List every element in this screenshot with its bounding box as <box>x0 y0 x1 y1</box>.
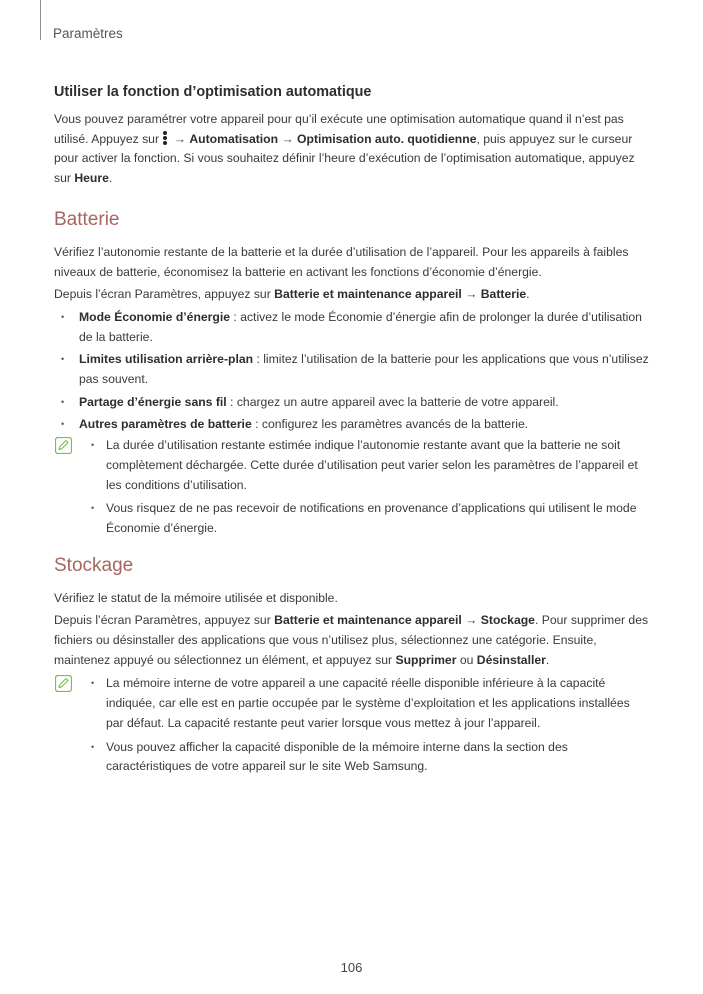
storage-intro: Vérifiez le statut de la mémoire utilisée et disponible. <box>54 590 338 605</box>
action-supprimer: Supprimer <box>395 652 457 667</box>
menu-path-battery: Batterie <box>480 287 527 302</box>
option-description: : configurez les paramètres avancés de la batterie. <box>251 417 529 432</box>
battery-path-paragraph <box>54 285 649 305</box>
page-number: 106 <box>340 960 363 975</box>
text-run: Depuis l’écran Paramètres, appuyez sur <box>54 613 275 628</box>
note-item: • Vous risquez de ne pas recevoir de notifications en provenance d’applications qui utilisent le mode Économie d’énergie. <box>106 499 649 538</box>
text-run: → <box>461 287 481 302</box>
menu-path-optimisation: Optimisation auto. quotidienne <box>297 131 477 146</box>
text-run: . <box>108 171 113 186</box>
battery-note <box>54 436 649 539</box>
text-run: → <box>170 131 190 146</box>
option-term: Mode Économie d’énergie <box>79 309 231 324</box>
menu-path-automatisation: Automatisation <box>189 131 279 146</box>
auto-optimization-heading: Utiliser la fonction d’optimisation automatique <box>54 84 372 100</box>
option-description: : limitez l’utilisation de la batterie pour les applications que vous n’utilisez pas souvent. <box>79 352 649 387</box>
storage-note <box>54 674 649 777</box>
page-content <box>54 84 649 781</box>
text-run: . Pour supprimer des fichiers ou désinstaller des applications que vous n’utilisez plus, sélectionnez une catégorie. Ensuite, maintenez appuyé ou sélectionnez un élément, et appuyez sur <box>54 613 649 667</box>
battery-options-list <box>54 308 649 435</box>
menu-path-storage: Stockage <box>480 613 535 628</box>
list-item <box>54 393 649 413</box>
menu-path-battery-maintenance: Batterie et maintenance appareil <box>274 287 462 302</box>
storage-path-paragraph <box>54 611 649 670</box>
option-term: Limites utilisation arrière-plan <box>79 352 254 367</box>
page-section-header: Paramètres <box>53 26 123 41</box>
option-description: : chargez un autre appareil avec la batterie de votre appareil. <box>226 394 559 409</box>
note-item: • La mémoire interne de votre appareil a une capacité réelle disponible inférieure à la capacité indiquée, car elle est en partie occupée par le système d’exploitation et les applications installées par défaut. La capacité restante peut varier lorsque vous mettez à jour l’appareil. <box>106 674 649 733</box>
auto-optimization-paragraph <box>54 110 649 189</box>
text-run: → <box>278 131 298 146</box>
text-run: ou <box>456 652 477 667</box>
list-item <box>54 308 649 347</box>
storage-heading: Stockage <box>54 554 134 576</box>
note-item: • Vous pouvez afficher la capacité disponible de la mémoire interne dans la section des caractéristiques de votre appareil sur le site Web Samsung. <box>106 738 649 777</box>
battery-heading: Batterie <box>54 208 120 230</box>
menu-path-battery-maintenance: Batterie et maintenance appareil <box>274 613 462 628</box>
note-icon <box>55 437 72 454</box>
text-run: Vous pouvez paramétrer votre appareil pour qu’il exécute une optimisation automatique quand il n’est pas utilisé. Appuyez sur <box>54 112 624 146</box>
menu-path-heure: Heure <box>74 171 109 186</box>
header-divider-line <box>40 0 41 40</box>
option-description: : activez le mode Économie d’énergie afin de prolonger la durée d’utilisation de la batterie. <box>79 309 642 344</box>
option-term: Partage d’énergie sans fil <box>79 394 227 409</box>
text-run: . <box>545 652 550 667</box>
battery-intro: Vérifiez l’autonomie restante de la batterie et la durée d’utilisation de l’appareil. Pour les appareils à faibles niveaux de batterie, économisez la batterie en activant les fonctions d’économie d’énergie. <box>54 244 629 279</box>
option-term: Autres paramètres de batterie <box>79 417 252 432</box>
text-run: . <box>526 287 530 302</box>
more-options-icon <box>162 130 168 146</box>
list-item <box>54 415 649 435</box>
text-run: → <box>461 613 481 628</box>
note-icon <box>55 675 72 692</box>
action-desinstaller: Désinstaller <box>476 652 546 667</box>
list-item <box>54 350 649 389</box>
note-item: • La durée d’utilisation restante estimée indique l’autonomie restante avant que la batterie ne soit complètement déchargée. Cette durée d’utilisation peut varier selon les paramètres de l’appareil et les conditions d’utilisation. <box>106 436 649 495</box>
text-run: Depuis l’écran Paramètres, appuyez sur <box>54 287 275 302</box>
text-run: , puis appuyez sur le curseur pour activer la fonction. Si vous souhaitez définir l’heure d’exécution de l’optimisation automatique, appuyez sur <box>54 131 635 186</box>
